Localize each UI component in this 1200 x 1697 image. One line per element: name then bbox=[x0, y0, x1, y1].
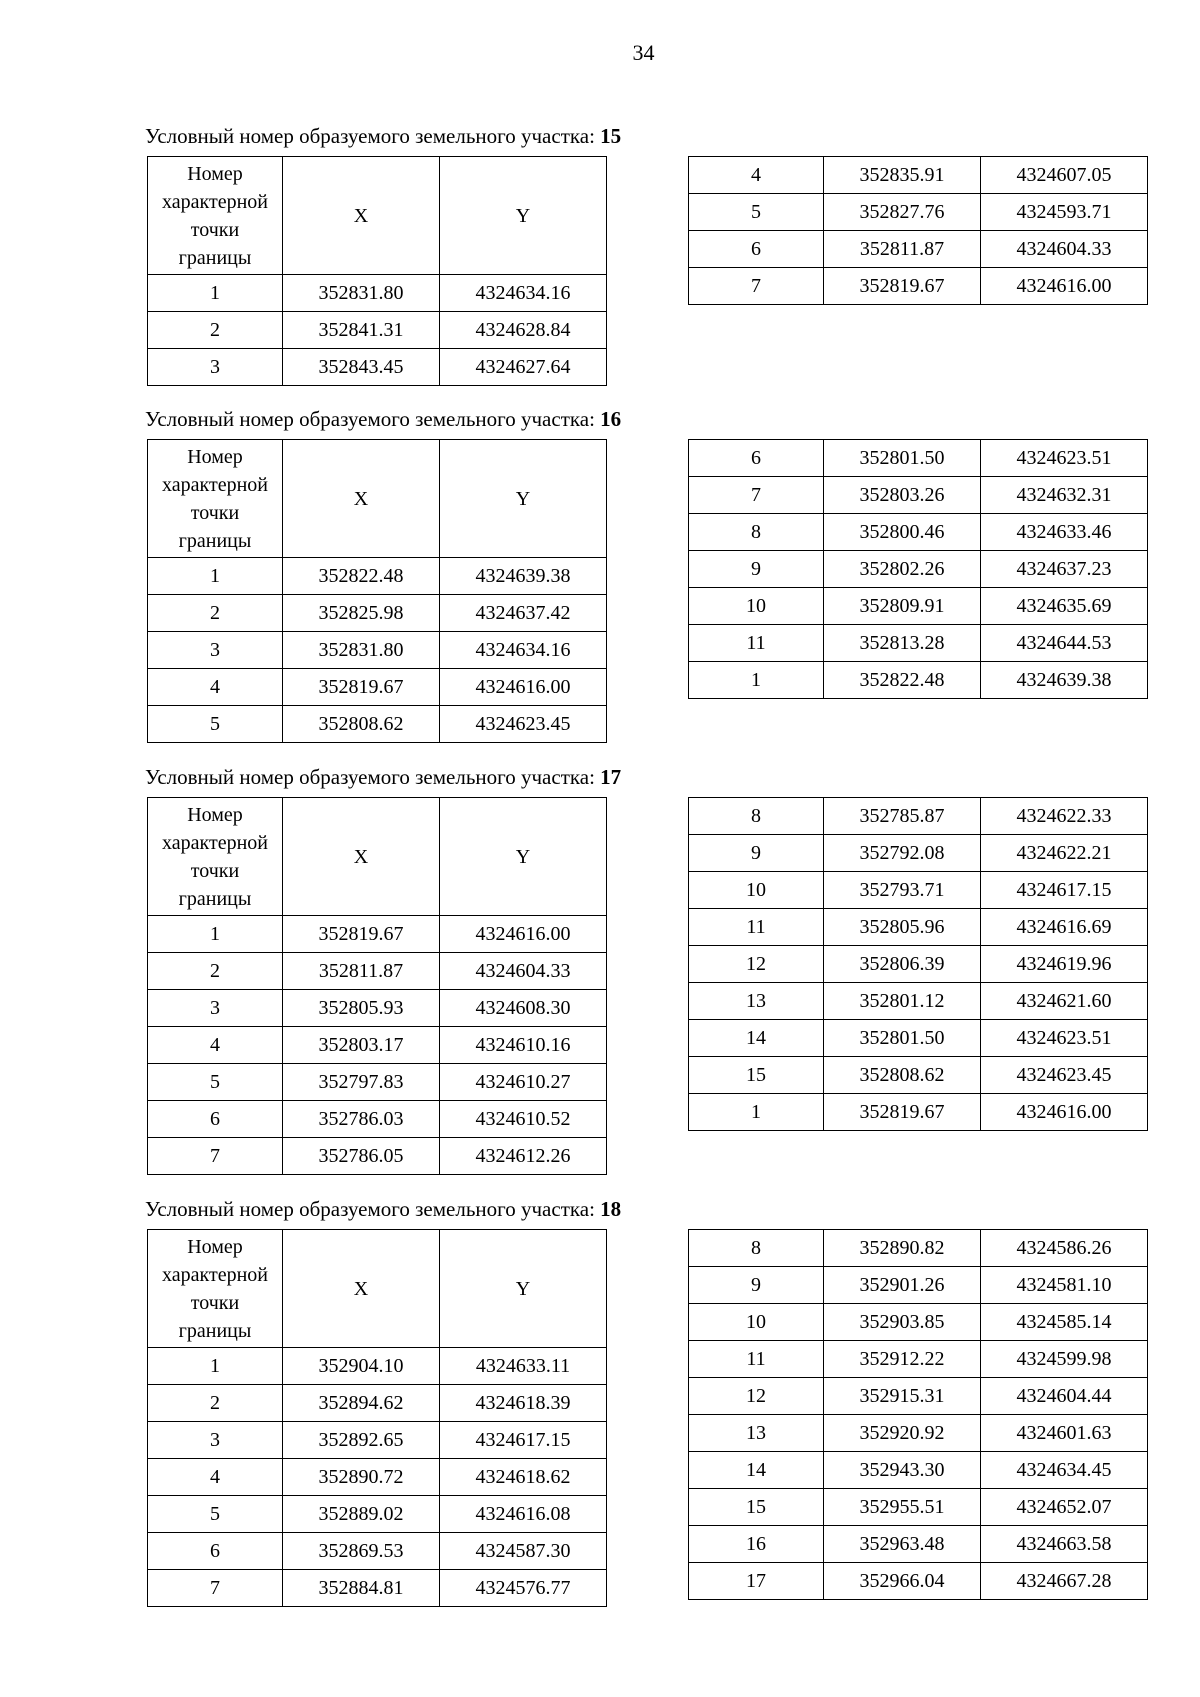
y-cell: 4324610.27 bbox=[440, 1064, 607, 1101]
table-row bbox=[689, 477, 1148, 514]
x-cell: 352809.91 bbox=[824, 588, 981, 625]
y-cell: 4324621.60 bbox=[981, 983, 1148, 1020]
table-row bbox=[689, 1415, 1148, 1452]
x-cell: 352889.02 bbox=[283, 1496, 440, 1533]
table-row bbox=[148, 1422, 607, 1459]
header-point-line: точки bbox=[190, 218, 240, 241]
x-cell: 352915.31 bbox=[824, 1378, 981, 1415]
y-cell: 4324618.62 bbox=[440, 1459, 607, 1496]
header-point-line: Номер bbox=[187, 445, 243, 468]
coordinates-table-right bbox=[688, 1229, 1148, 1600]
point-number-cell: 11 bbox=[689, 625, 824, 662]
point-number-cell: 5 bbox=[148, 1064, 283, 1101]
table-row bbox=[689, 798, 1148, 835]
y-cell: 4324622.33 bbox=[981, 798, 1148, 835]
y-cell: 4324622.21 bbox=[981, 835, 1148, 872]
point-number-cell: 14 bbox=[689, 1452, 824, 1489]
table-row bbox=[148, 632, 607, 669]
parcel-number: 18 bbox=[600, 1197, 622, 1221]
point-number-cell: 1 bbox=[689, 662, 824, 699]
y-cell: 4324623.45 bbox=[981, 1057, 1148, 1094]
parcel-heading bbox=[145, 124, 621, 148]
parcel-number: 16 bbox=[600, 407, 622, 431]
x-cell: 352819.67 bbox=[283, 916, 440, 953]
table-row bbox=[148, 349, 607, 386]
table-row bbox=[689, 1230, 1148, 1267]
y-cell: 4324634.16 bbox=[440, 632, 607, 669]
table-row bbox=[689, 194, 1148, 231]
y-cell: 4324663.58 bbox=[981, 1526, 1148, 1563]
header-point-number bbox=[148, 1230, 283, 1348]
x-cell: 352825.98 bbox=[283, 595, 440, 632]
y-cell: 4324601.63 bbox=[981, 1415, 1148, 1452]
header-x: X bbox=[283, 157, 440, 275]
header-point-line: Номер bbox=[187, 1235, 243, 1258]
table-row bbox=[148, 990, 607, 1027]
header-y: Y bbox=[440, 1230, 607, 1348]
x-cell: 352831.80 bbox=[283, 632, 440, 669]
x-cell: 352792.08 bbox=[824, 835, 981, 872]
coordinates-table-left bbox=[147, 797, 607, 1175]
parcel-heading-label: Условный номер образуемого земельного участка: bbox=[145, 407, 601, 431]
header-row bbox=[148, 1230, 607, 1348]
point-number-cell: 5 bbox=[148, 706, 283, 743]
x-cell: 352786.03 bbox=[283, 1101, 440, 1138]
table-row bbox=[148, 1101, 607, 1138]
x-cell: 352884.81 bbox=[283, 1570, 440, 1607]
x-cell: 352822.48 bbox=[283, 558, 440, 595]
parcel-number: 17 bbox=[600, 765, 622, 789]
x-cell: 352904.10 bbox=[283, 1348, 440, 1385]
y-cell: 4324637.23 bbox=[981, 551, 1148, 588]
y-cell: 4324639.38 bbox=[981, 662, 1148, 699]
point-number-cell: 6 bbox=[148, 1533, 283, 1570]
point-number-cell: 9 bbox=[689, 1267, 824, 1304]
header-point-line: точки bbox=[190, 1291, 240, 1314]
table-row bbox=[689, 440, 1148, 477]
point-number-cell: 9 bbox=[689, 551, 824, 588]
table-row bbox=[148, 1570, 607, 1607]
x-cell: 352894.62 bbox=[283, 1385, 440, 1422]
header-point-line: границы bbox=[178, 246, 252, 269]
table-row bbox=[148, 916, 607, 953]
x-cell: 352831.80 bbox=[283, 275, 440, 312]
table-row bbox=[148, 1064, 607, 1101]
point-number-cell: 2 bbox=[148, 1385, 283, 1422]
x-cell: 352801.50 bbox=[824, 440, 981, 477]
y-cell: 4324639.38 bbox=[440, 558, 607, 595]
point-number-cell: 11 bbox=[689, 1341, 824, 1378]
point-number-cell: 9 bbox=[689, 835, 824, 872]
x-cell: 352819.67 bbox=[283, 669, 440, 706]
coordinates-table-left bbox=[147, 1229, 607, 1607]
y-cell: 4324635.69 bbox=[981, 588, 1148, 625]
point-number-cell: 15 bbox=[689, 1489, 824, 1526]
x-cell: 352843.45 bbox=[283, 349, 440, 386]
point-number-cell: 3 bbox=[148, 990, 283, 1027]
header-point-number bbox=[148, 798, 283, 916]
y-cell: 4324586.26 bbox=[981, 1230, 1148, 1267]
table-row bbox=[689, 835, 1148, 872]
table-row bbox=[148, 1385, 607, 1422]
x-cell: 352801.12 bbox=[824, 983, 981, 1020]
table-row bbox=[689, 662, 1148, 699]
table-row bbox=[689, 551, 1148, 588]
point-number-cell: 3 bbox=[148, 1422, 283, 1459]
table-row bbox=[689, 1267, 1148, 1304]
y-cell: 4324616.00 bbox=[440, 669, 607, 706]
y-cell: 4324623.45 bbox=[440, 706, 607, 743]
point-number-cell: 4 bbox=[148, 1459, 283, 1496]
point-number-cell: 13 bbox=[689, 1415, 824, 1452]
table-row bbox=[148, 706, 607, 743]
table-row bbox=[148, 275, 607, 312]
table-row bbox=[689, 625, 1148, 662]
x-cell: 352805.96 bbox=[824, 909, 981, 946]
y-cell: 4324610.52 bbox=[440, 1101, 607, 1138]
x-cell: 352786.05 bbox=[283, 1138, 440, 1175]
table-row bbox=[689, 872, 1148, 909]
table-row bbox=[148, 1027, 607, 1064]
x-cell: 352901.26 bbox=[824, 1267, 981, 1304]
y-cell: 4324632.31 bbox=[981, 477, 1148, 514]
x-cell: 352822.48 bbox=[824, 662, 981, 699]
table-row bbox=[148, 1138, 607, 1175]
table-row bbox=[689, 1526, 1148, 1563]
x-cell: 352912.22 bbox=[824, 1341, 981, 1378]
y-cell: 4324644.53 bbox=[981, 625, 1148, 662]
y-cell: 4324610.16 bbox=[440, 1027, 607, 1064]
point-number-cell: 15 bbox=[689, 1057, 824, 1094]
table-row bbox=[148, 669, 607, 706]
x-cell: 352803.26 bbox=[824, 477, 981, 514]
x-cell: 352805.93 bbox=[283, 990, 440, 1027]
x-cell: 352806.39 bbox=[824, 946, 981, 983]
table-row bbox=[148, 595, 607, 632]
x-cell: 352800.46 bbox=[824, 514, 981, 551]
point-number-cell: 5 bbox=[148, 1496, 283, 1533]
table-row bbox=[148, 558, 607, 595]
header-point-line: характерной bbox=[162, 831, 268, 854]
x-cell: 352943.30 bbox=[824, 1452, 981, 1489]
y-cell: 4324627.64 bbox=[440, 349, 607, 386]
point-number-cell: 2 bbox=[148, 595, 283, 632]
x-cell: 352841.31 bbox=[283, 312, 440, 349]
header-point-number bbox=[148, 157, 283, 275]
header-row bbox=[148, 157, 607, 275]
y-cell: 4324612.26 bbox=[440, 1138, 607, 1175]
y-cell: 4324634.16 bbox=[440, 275, 607, 312]
point-number-cell: 7 bbox=[148, 1570, 283, 1607]
y-cell: 4324604.33 bbox=[981, 231, 1148, 268]
parcel-heading bbox=[145, 1197, 621, 1221]
y-cell: 4324607.05 bbox=[981, 157, 1148, 194]
table-row bbox=[689, 1304, 1148, 1341]
y-cell: 4324616.00 bbox=[981, 268, 1148, 305]
header-x: X bbox=[283, 798, 440, 916]
coordinates-table-right bbox=[688, 439, 1148, 699]
coordinates-table-left bbox=[147, 156, 607, 386]
point-number-cell: 4 bbox=[689, 157, 824, 194]
table-row bbox=[689, 909, 1148, 946]
x-cell: 352963.48 bbox=[824, 1526, 981, 1563]
y-cell: 4324623.51 bbox=[981, 1020, 1148, 1057]
x-cell: 352811.87 bbox=[283, 953, 440, 990]
point-number-cell: 11 bbox=[689, 909, 824, 946]
header-point-line: характерной bbox=[162, 473, 268, 496]
parcel-heading-label: Условный номер образуемого земельного участка: bbox=[145, 765, 601, 789]
point-number-cell: 2 bbox=[148, 312, 283, 349]
point-number-cell: 3 bbox=[148, 349, 283, 386]
y-cell: 4324667.28 bbox=[981, 1563, 1148, 1600]
y-cell: 4324585.14 bbox=[981, 1304, 1148, 1341]
point-number-cell: 8 bbox=[689, 514, 824, 551]
parcel-heading bbox=[145, 407, 621, 431]
header-y: Y bbox=[440, 798, 607, 916]
x-cell: 352827.76 bbox=[824, 194, 981, 231]
parcel-heading bbox=[145, 765, 621, 789]
x-cell: 352819.67 bbox=[824, 1094, 981, 1131]
point-number-cell: 1 bbox=[148, 275, 283, 312]
header-point-line: границы bbox=[178, 529, 252, 552]
point-number-cell: 8 bbox=[689, 1230, 824, 1267]
y-cell: 4324616.00 bbox=[440, 916, 607, 953]
point-number-cell: 12 bbox=[689, 946, 824, 983]
x-cell: 352920.92 bbox=[824, 1415, 981, 1452]
header-point-number bbox=[148, 440, 283, 558]
y-cell: 4324618.39 bbox=[440, 1385, 607, 1422]
table-row bbox=[689, 268, 1148, 305]
point-number-cell: 14 bbox=[689, 1020, 824, 1057]
point-number-cell: 8 bbox=[689, 798, 824, 835]
point-number-cell: 5 bbox=[689, 194, 824, 231]
table-row bbox=[689, 946, 1148, 983]
coordinates-table-right bbox=[688, 156, 1148, 305]
table-row bbox=[689, 1020, 1148, 1057]
header-point-line: точки bbox=[190, 501, 240, 524]
header-point-line: Номер bbox=[187, 162, 243, 185]
point-number-cell: 1 bbox=[689, 1094, 824, 1131]
point-number-cell: 17 bbox=[689, 1563, 824, 1600]
table-row bbox=[148, 1496, 607, 1533]
y-cell: 4324652.07 bbox=[981, 1489, 1148, 1526]
point-number-cell: 2 bbox=[148, 953, 283, 990]
point-number-cell: 16 bbox=[689, 1526, 824, 1563]
x-cell: 352811.87 bbox=[824, 231, 981, 268]
parcel-heading-label: Условный номер образуемого земельного участка: bbox=[145, 1197, 601, 1221]
coordinates-table-left bbox=[147, 439, 607, 743]
table-row bbox=[689, 514, 1148, 551]
header-row bbox=[148, 798, 607, 916]
y-cell: 4324637.42 bbox=[440, 595, 607, 632]
parcel-heading-label: Условный номер образуемого земельного участка: bbox=[145, 124, 601, 148]
y-cell: 4324616.00 bbox=[981, 1094, 1148, 1131]
x-cell: 352835.91 bbox=[824, 157, 981, 194]
point-number-cell: 4 bbox=[148, 1027, 283, 1064]
table-row bbox=[148, 1459, 607, 1496]
table-row bbox=[689, 1563, 1148, 1600]
point-number-cell: 10 bbox=[689, 588, 824, 625]
y-cell: 4324599.98 bbox=[981, 1341, 1148, 1378]
x-cell: 352813.28 bbox=[824, 625, 981, 662]
table-row bbox=[689, 1489, 1148, 1526]
header-point-line: границы bbox=[178, 887, 252, 910]
y-cell: 4324617.15 bbox=[440, 1422, 607, 1459]
y-cell: 4324616.69 bbox=[981, 909, 1148, 946]
table-row bbox=[689, 231, 1148, 268]
point-number-cell: 10 bbox=[689, 872, 824, 909]
y-cell: 4324581.10 bbox=[981, 1267, 1148, 1304]
y-cell: 4324623.51 bbox=[981, 440, 1148, 477]
point-number-cell: 1 bbox=[148, 916, 283, 953]
header-point-line: характерной bbox=[162, 190, 268, 213]
table-row bbox=[148, 1348, 607, 1385]
coordinates-table-right bbox=[688, 797, 1148, 1131]
table-row bbox=[689, 1452, 1148, 1489]
x-cell: 352808.62 bbox=[824, 1057, 981, 1094]
x-cell: 352966.04 bbox=[824, 1563, 981, 1600]
table-row bbox=[148, 953, 607, 990]
header-y: Y bbox=[440, 157, 607, 275]
table-row bbox=[689, 588, 1148, 625]
parcel-number: 15 bbox=[600, 124, 622, 148]
y-cell: 4324617.15 bbox=[981, 872, 1148, 909]
header-point-line: границы bbox=[178, 1319, 252, 1342]
x-cell: 352797.83 bbox=[283, 1064, 440, 1101]
point-number-cell: 10 bbox=[689, 1304, 824, 1341]
point-number-cell: 1 bbox=[148, 558, 283, 595]
point-number-cell: 4 bbox=[148, 669, 283, 706]
point-number-cell: 1 bbox=[148, 1348, 283, 1385]
header-point-line: точки bbox=[190, 859, 240, 882]
header-point-line: Номер bbox=[187, 803, 243, 826]
x-cell: 352890.82 bbox=[824, 1230, 981, 1267]
table-row bbox=[689, 1378, 1148, 1415]
table-row bbox=[689, 1094, 1148, 1131]
header-x: X bbox=[283, 440, 440, 558]
x-cell: 352785.87 bbox=[824, 798, 981, 835]
header-y: Y bbox=[440, 440, 607, 558]
point-number-cell: 6 bbox=[689, 231, 824, 268]
point-number-cell: 13 bbox=[689, 983, 824, 1020]
point-number-cell: 7 bbox=[689, 268, 824, 305]
y-cell: 4324619.96 bbox=[981, 946, 1148, 983]
y-cell: 4324576.77 bbox=[440, 1570, 607, 1607]
header-point-line: характерной bbox=[162, 1263, 268, 1286]
y-cell: 4324604.33 bbox=[440, 953, 607, 990]
point-number-cell: 3 bbox=[148, 632, 283, 669]
table-row bbox=[689, 1341, 1148, 1378]
x-cell: 352801.50 bbox=[824, 1020, 981, 1057]
y-cell: 4324608.30 bbox=[440, 990, 607, 1027]
y-cell: 4324616.08 bbox=[440, 1496, 607, 1533]
x-cell: 352869.53 bbox=[283, 1533, 440, 1570]
x-cell: 352808.62 bbox=[283, 706, 440, 743]
table-row bbox=[148, 312, 607, 349]
table-row bbox=[689, 157, 1148, 194]
x-cell: 352803.17 bbox=[283, 1027, 440, 1064]
y-cell: 4324628.84 bbox=[440, 312, 607, 349]
point-number-cell: 6 bbox=[148, 1101, 283, 1138]
x-cell: 352955.51 bbox=[824, 1489, 981, 1526]
point-number-cell: 12 bbox=[689, 1378, 824, 1415]
header-row bbox=[148, 440, 607, 558]
header-x: X bbox=[283, 1230, 440, 1348]
x-cell: 352892.65 bbox=[283, 1422, 440, 1459]
y-cell: 4324593.71 bbox=[981, 194, 1148, 231]
x-cell: 352819.67 bbox=[824, 268, 981, 305]
table-row bbox=[689, 983, 1148, 1020]
y-cell: 4324633.46 bbox=[981, 514, 1148, 551]
point-number-cell: 7 bbox=[148, 1138, 283, 1175]
x-cell: 352802.26 bbox=[824, 551, 981, 588]
x-cell: 352890.72 bbox=[283, 1459, 440, 1496]
y-cell: 4324587.30 bbox=[440, 1533, 607, 1570]
table-row bbox=[148, 1533, 607, 1570]
table-row bbox=[689, 1057, 1148, 1094]
y-cell: 4324604.44 bbox=[981, 1378, 1148, 1415]
point-number-cell: 7 bbox=[689, 477, 824, 514]
x-cell: 352793.71 bbox=[824, 872, 981, 909]
x-cell: 352903.85 bbox=[824, 1304, 981, 1341]
point-number-cell: 6 bbox=[689, 440, 824, 477]
y-cell: 4324634.45 bbox=[981, 1452, 1148, 1489]
page-number: 34 bbox=[632, 40, 655, 65]
y-cell: 4324633.11 bbox=[440, 1348, 607, 1385]
